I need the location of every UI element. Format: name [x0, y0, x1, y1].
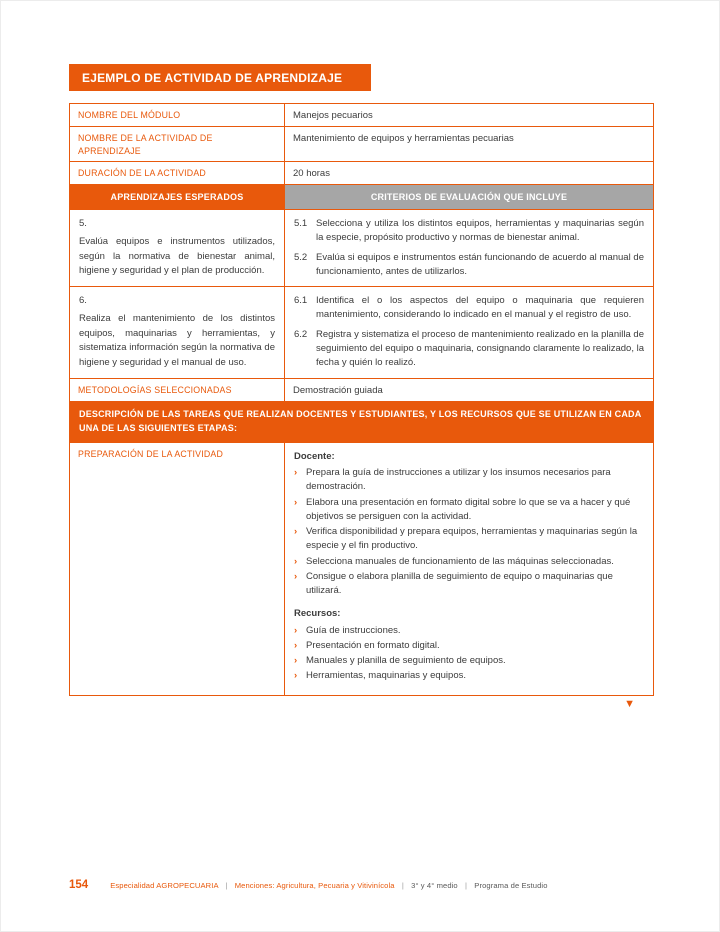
continuation-arrow-icon: ▼ — [624, 697, 635, 710]
criterion-text: Evalúa si equipos e instrumentos están funcionando de acuerdo al manual de funcionamiento, antes de utilizarlos. — [316, 251, 644, 277]
bullet-icon: › — [294, 496, 298, 508]
criterion-item — [294, 294, 644, 323]
evaluation-criteria-header: CRITERIOS DE EVALUACIÓN QUE INCLUYE — [285, 185, 654, 210]
list-item — [294, 639, 644, 653]
list-item-text: Guía de instrucciones. — [306, 624, 401, 636]
objective-text: Evalúa equipos e instrumentos utilizados, según la normativa de bienestar animal, higiene y seguridad y el plan de producción. — [79, 235, 275, 277]
methodologies-value: Demostración guiada — [285, 378, 654, 401]
page-footer — [69, 879, 653, 891]
table-header-row — [70, 185, 654, 210]
objective-text: Realiza el mantenimiento de los distintos equipos, maquinarias y herramientas, y sistematiza información según la normativa de higiene y seguridad y el manual de uso. — [79, 312, 275, 369]
resources-list — [294, 624, 644, 684]
table-row — [70, 104, 654, 127]
criterion-number: 6.2 — [294, 328, 308, 340]
list-item — [294, 669, 644, 683]
table-row — [70, 161, 654, 184]
list-item — [294, 624, 644, 638]
preparation-row — [70, 442, 654, 695]
objective-6-cell — [70, 287, 285, 379]
criterion-item — [294, 328, 644, 371]
footer-program: Programa de Estudio — [474, 881, 548, 890]
bullet-icon: › — [294, 467, 298, 479]
list-item-text: Presentación en formato digital. — [306, 639, 440, 651]
module-name-label: NOMBRE DEL MÓDULO — [70, 104, 285, 127]
list-item — [294, 496, 644, 525]
list-item-text: Verifica disponibilidad y prepara equipos, herramientas y maquinarias según la especie y el fin productivo. — [306, 526, 638, 552]
teacher-task-list — [294, 466, 644, 598]
criterion-item — [294, 217, 644, 246]
learning-objective-row — [70, 210, 654, 287]
criterion-text: Registra y sistematiza el proceso de mantenimiento realizado en la planilla de seguimiento del equipo o maquinaria, consignando claramente lo realizado, la fecha y quién lo realizó. — [316, 328, 644, 369]
module-name-value: Manejos pecuarios — [285, 104, 654, 127]
preparation-content — [285, 442, 654, 695]
teacher-heading: Docente: — [294, 450, 335, 462]
list-item-text: Selecciona manuales de funcionamiento de las máquinas seleccionadas. — [306, 555, 614, 567]
criterion-text: Identifica el o los aspectos del equipo o maquinaria que requieren mantenimiento, considerando lo indicado en el manual y el registro de uso. — [316, 295, 644, 321]
preparation-label: PREPARACIÓN DE LA ACTIVIDAD — [70, 442, 285, 695]
list-item — [294, 570, 644, 599]
criterion-text: Selecciona y utiliza los distintos equipos, herramientas y maquinarias según la especie, propósito productivo y normas de bienestar animal. — [316, 218, 644, 244]
page-number: 154 — [69, 879, 89, 891]
list-item-text: Manuales y planilla de seguimiento de equipos. — [306, 655, 506, 667]
criterion-number: 6.1 — [294, 295, 308, 307]
criterion-number: 5.1 — [294, 218, 308, 230]
table-row — [70, 127, 654, 162]
tasks-description-banner: DESCRIPCIÓN DE LAS TAREAS QUE REALIZAN DOCENTES Y ESTUDIANTES, Y LOS RECURSOS QUE SE UTILIZAN EN CADA UNA DE LAS SIGUIENTES ETAPAS: — [70, 402, 654, 443]
criterion-item — [294, 251, 644, 280]
footer-level: 3° y 4° medio — [411, 881, 458, 890]
duration-label: DURACIÓN DE LA ACTIVIDAD — [70, 161, 285, 184]
criteria-5-cell — [285, 210, 654, 287]
duration-value: 20 horas — [285, 161, 654, 184]
activity-name-label: NOMBRE DE LA ACTIVIDAD DE APRENDIZAJE — [70, 127, 285, 162]
bullet-icon: › — [294, 555, 298, 567]
list-item — [294, 466, 644, 495]
list-item — [294, 525, 644, 554]
footer-separator: | — [225, 881, 228, 890]
list-item — [294, 555, 644, 569]
footer-separator: | — [401, 881, 404, 890]
objective-5-cell — [70, 210, 285, 287]
list-item-text: Prepara la guía de instrucciones a utilizar y los insumos necesarios para demostración. — [306, 467, 611, 493]
list-item-text: Consigue o elabora planilla de seguimiento de equipo o maquinarias que utilizará. — [306, 570, 613, 597]
bullet-icon: › — [294, 639, 298, 651]
methodologies-label: METODOLOGÍAS SELECCIONADAS — [70, 378, 285, 401]
activity-table — [69, 103, 654, 696]
page-content — [69, 64, 653, 710]
list-item — [294, 654, 644, 668]
footer-text — [110, 881, 547, 890]
description-banner-row — [70, 402, 654, 443]
bullet-icon: › — [294, 655, 298, 667]
footer-separator: | — [464, 881, 468, 890]
bullet-icon: › — [294, 670, 298, 682]
footer-specialty: Especialidad AGROPECUARIA — [110, 881, 219, 890]
objective-number: 5. — [79, 218, 87, 230]
bullet-icon: › — [294, 570, 298, 582]
learning-objective-row — [70, 287, 654, 379]
activity-name-value: Mantenimiento de equipos y herramientas pecuarias — [285, 127, 654, 162]
criteria-6-cell — [285, 287, 654, 379]
activity-example-title: EJEMPLO DE ACTIVIDAD DE APRENDIZAJE — [69, 64, 371, 91]
footer-mentions: Menciones: Agricultura, Pecuaria y Vitivinícola — [234, 881, 395, 890]
objective-number: 6. — [79, 295, 87, 307]
bullet-icon: › — [294, 624, 298, 636]
table-row — [70, 378, 654, 401]
criterion-number: 5.2 — [294, 251, 308, 263]
list-item-text: Herramientas, maquinarias y equipos. — [306, 670, 466, 682]
resources-heading: Recursos: — [294, 608, 341, 620]
expected-learnings-header: APRENDIZAJES ESPERADOS — [70, 185, 285, 210]
list-item-text: Elabora una presentación en formato digital sobre lo que se va a hacer y qué objetivos se persiguen con la actividad. — [306, 496, 631, 522]
bullet-icon: › — [294, 526, 298, 538]
